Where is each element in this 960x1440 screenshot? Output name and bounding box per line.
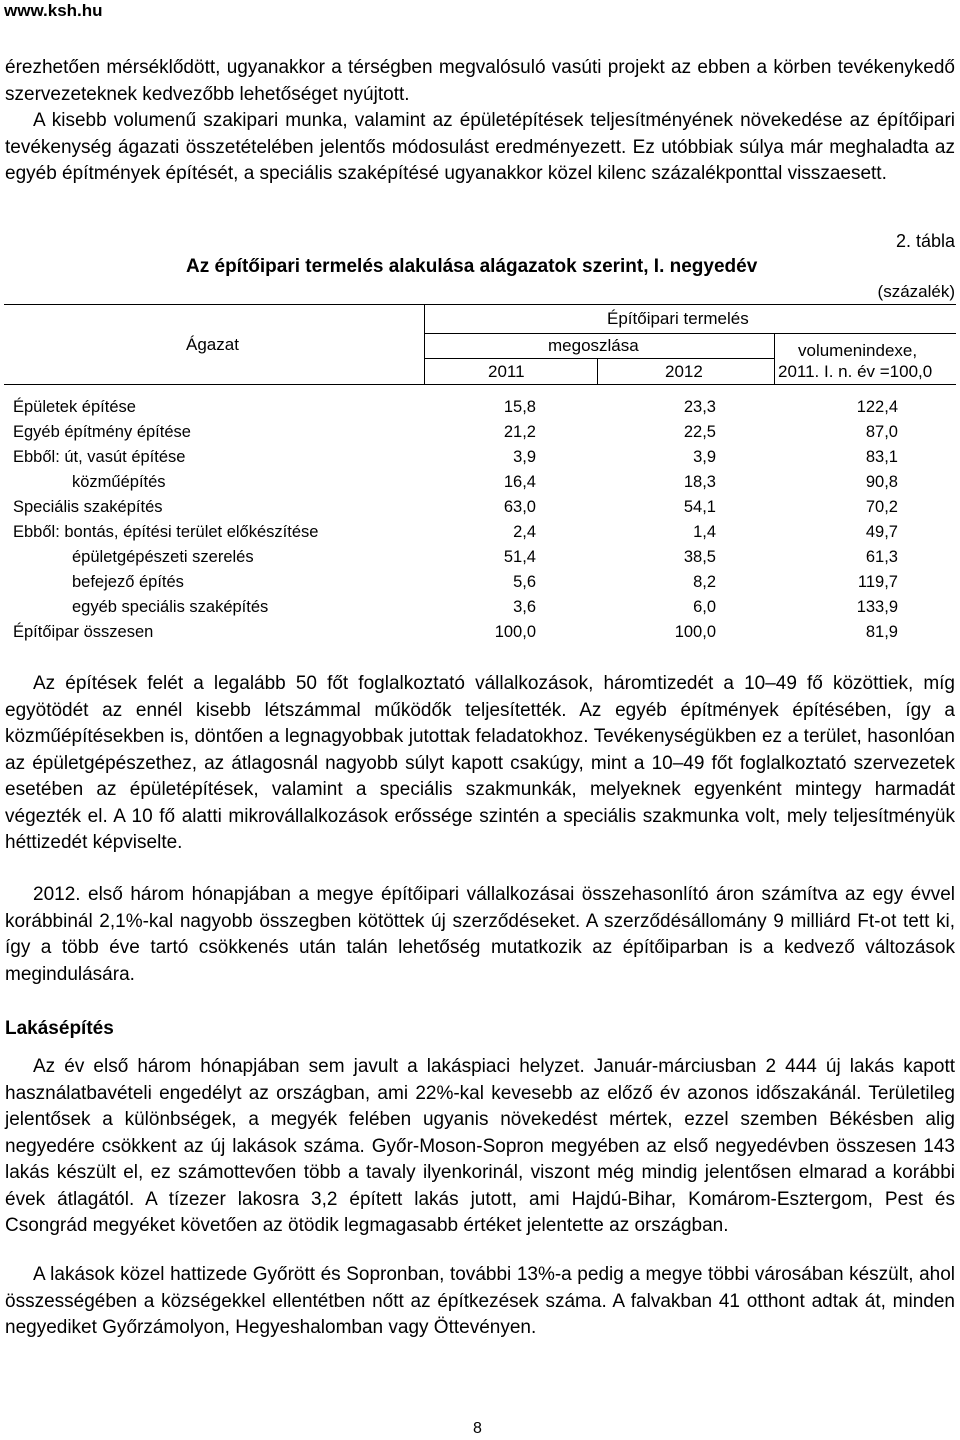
cell-2011: 15,8 <box>503 398 536 416</box>
cell-2011: 16,4 <box>503 473 536 491</box>
table-number: 2. tábla <box>895 231 955 251</box>
cell-2011: 21,2 <box>503 423 536 441</box>
table-row <box>0 598 960 623</box>
table-row <box>0 548 960 573</box>
paragraph-housing-distribution: A lakások közel hattizede Győrött és Sopronban, további 13%-a pedig a megye többi városában készült, ahol összességében a községekkel ellentétben nőtt az építkezések száma. A falvakban 41 otthont adtak át, minden negyediket Győrzámolyon, Hegyeshalomban vagy Öttevényen. <box>5 1264 955 1338</box>
cell-index: 61,3 <box>865 548 898 566</box>
table-row <box>0 398 960 423</box>
header-year-2012: 2012 <box>665 362 703 381</box>
cell-2012: 23,3 <box>683 398 716 416</box>
header-bottom-rule <box>4 384 956 385</box>
row-label: befejező építés <box>72 573 184 591</box>
header-branch: Ágazat <box>186 335 239 354</box>
cell-index: 133,9 <box>856 598 898 616</box>
page-number: 8 <box>473 1420 482 1437</box>
row-label: Egyéb építmény építése <box>13 423 191 441</box>
cell-2012: 6,0 <box>693 598 716 616</box>
paragraph-sector-structure: A kisebb volumenű szakipari munka, valamint az épületépítések teljesítményének növekedése az építőipari tevékenység ágazati összetételében jelentős módosulást eredményezett. Ez utóbbiak súlya már meghaladta az egyéb építmények építését, a speciális szaképítésé ugyanakkor közel kilenc százalékponttal visszaesett. <box>5 110 955 184</box>
row-label: Ebből: bontás, építési terület előkészítése <box>13 523 319 541</box>
cell-index: 81,9 <box>865 623 898 641</box>
cell-2012: 8,2 <box>693 573 716 591</box>
cell-2012: 22,5 <box>683 423 716 441</box>
cell-2012: 38,5 <box>683 548 716 566</box>
section-heading-housing: Lakásépítés <box>5 1018 114 1039</box>
row-label: Ebből: út, vasút építése <box>13 448 186 466</box>
site-url-link[interactable]: www.ksh.hu <box>4 1 103 20</box>
table-row <box>0 423 960 448</box>
paragraph-contracts: 2012. első három hónapjában a megye építőipari vállalkozásai összehasonlító áron számítva az egy évvel korábbinál 2,1%-kal nagyobb összegben kötöttek új szerződéseket. A szerződésállomány 9 milliárd Ft-ot tett ki, így a több éve tartó csökkenés után talán lehetőség mutatkozik az építőiparban is a kedvező változások megindulására. <box>5 884 955 985</box>
header-subgroup-rule <box>424 358 774 359</box>
cell-index: 119,7 <box>857 573 898 591</box>
cell-2011: 2,4 <box>513 523 536 541</box>
cell-index: 70,2 <box>865 498 898 516</box>
cell-2012: 100,0 <box>674 623 716 641</box>
header-construction-output: Építőipari termelés <box>607 309 749 328</box>
table-row <box>0 473 960 498</box>
row-label: közműépítés <box>72 473 166 491</box>
row-label: Speciális szaképítés <box>13 498 163 516</box>
cell-index: 49,7 <box>865 523 898 541</box>
table-row <box>0 523 960 548</box>
paragraph-railway: érezhetően mérséklődött, ugyanakkor a térségben megvalósuló vasúti projekt az ebben a körben tevékenykedő szervezeteknek kedvezőbb lehetőséget nyújtott. <box>5 57 955 105</box>
cell-index: 122,4 <box>856 398 898 416</box>
header-index-base: 2011. I. n. év =100,0 <box>778 362 933 381</box>
row-label: egyéb speciális szaképítés <box>72 598 269 616</box>
header-distribution: megoszlása <box>548 336 639 355</box>
cell-index: 87,0 <box>865 423 898 441</box>
table-top-rule <box>4 304 956 305</box>
cell-2011: 5,6 <box>513 573 536 591</box>
cell-2011: 63,0 <box>503 498 536 516</box>
header-year-2011: 2011 <box>488 362 525 381</box>
cell-2011: 3,6 <box>513 598 536 616</box>
row-label: Építőipar összesen <box>13 623 154 641</box>
row-label: Épületek építése <box>13 398 136 416</box>
table-row <box>0 448 960 473</box>
header-divider-left <box>424 304 425 384</box>
table-row <box>0 498 960 523</box>
cell-2012: 3,9 <box>693 448 716 466</box>
table-row <box>0 573 960 598</box>
cell-2012: 54,1 <box>683 498 716 516</box>
header-volume-index: volumenindexe, <box>798 341 918 360</box>
cell-2011: 51,4 <box>503 548 536 566</box>
paragraph-housing-permits: Az év első három hónapjában sem javult a lakáspiaci helyzet. Január-márciusban 2 444 új lakás kapott használatbavételi engedélyt az országban, ami 22%-kal kevesebb az előző év azonos időszakánál. Területileg jelentősek a különbségek, a megyék felében ugyanis növekedést mértek, ezzel szemben Békésben alig negyedére csökkent az új lakások száma. Győr-Moson-Sopron megyében az első negyedévben összesen 143 lakás készült el, ez számottevően több a tavaly ilyenkorinál, viszont még mindig jelentősen elmarad a korábbi évek átlagától. A tízezer lakosra 3,2 épített lakás jutott, ami Hajdú-Bihar, Komárom-Esztergom, Pest és Csongrád megyéket követően az ötödik legmagasabb értéket jelentette az országban. <box>5 1056 955 1236</box>
cell-2011: 100,0 <box>494 623 536 641</box>
header-group-rule <box>424 333 956 334</box>
cell-2012: 1,4 <box>693 523 716 541</box>
cell-2012: 18,3 <box>683 473 716 491</box>
cell-index: 90,8 <box>865 473 898 491</box>
paragraph-firm-size: Az építések felét a legalább 50 főt foglalkoztató vállalkozások, háromtizedét a 10–49 fő közöttiek, míg egyötödét az ennél kisebb létszámmal működők teljesítették. Az egyéb építmények építésében, így a közműépítésekben is, döntően a legnagyobbak jutottak feladatokhoz. Tevékenységükben ez a terület, hasonlóan az épületgépészethez, az átlagosnál nagyobb súlyt kapott csakúgy, mint a 10–49 főt foglalkoztató szervezetek esetében az épületépítések, valamint a speciális szakmunkák, melyeknek egyenként mintegy harmadát végezték el. A 10 fő alatti mikrovállalkozások erőssége szintén a speciális szakmunka volt, mely teljesítményük héttizedét képviselte. <box>5 673 955 853</box>
table-unit: (százalék) <box>877 282 955 301</box>
table-row <box>0 623 960 648</box>
row-label: épületgépészeti szerelés <box>72 548 254 566</box>
header-divider-index <box>774 333 775 384</box>
header-divider-years <box>597 358 598 384</box>
cell-2011: 3,9 <box>513 448 536 466</box>
cell-index: 83,1 <box>865 448 898 466</box>
table-title: Az építőipari termelés alakulása alágazatok szerint, I. negyedév <box>186 256 758 277</box>
